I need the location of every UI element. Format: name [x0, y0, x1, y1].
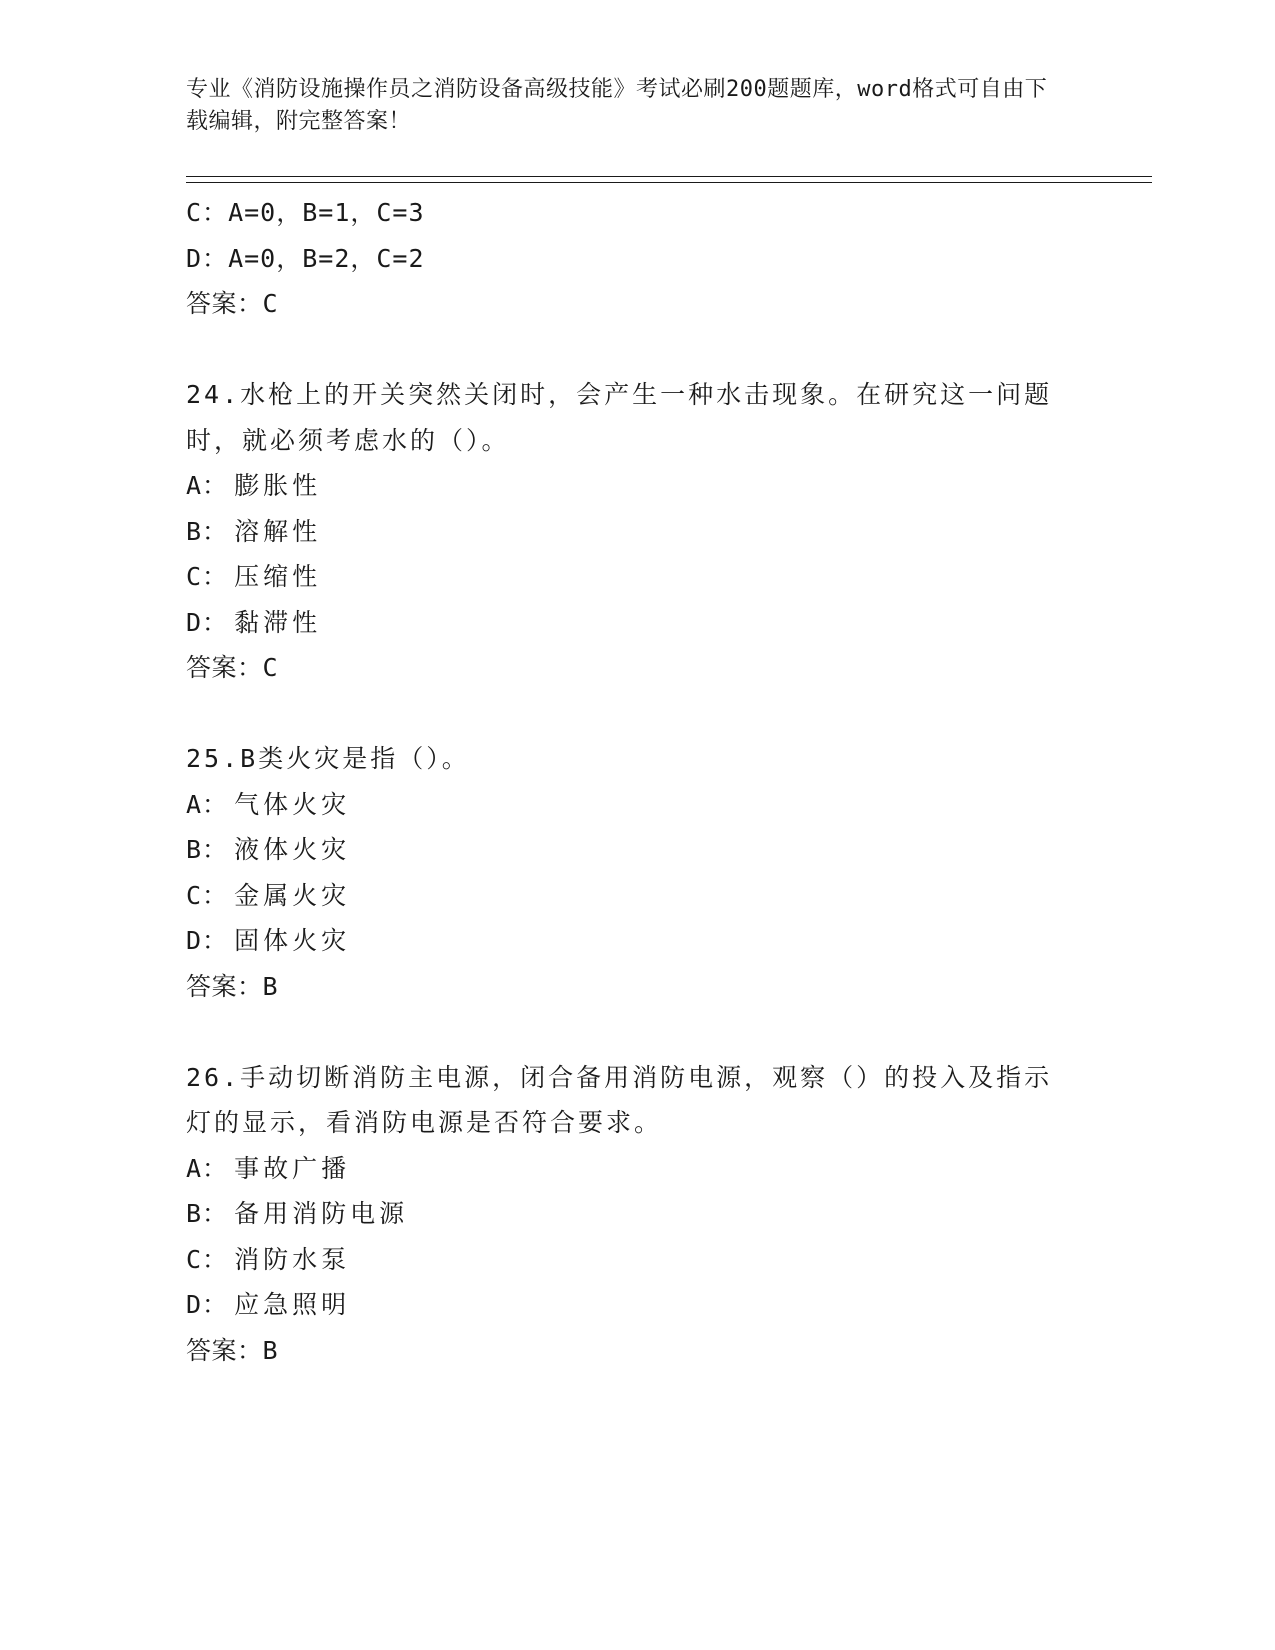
- question-title: 24.水枪上的开关突然关闭时，会产生一种水击现象。在研究这一问题时，就必须考虑水的（）。: [186, 380, 1053, 455]
- option-a: [186, 782, 1086, 828]
- option-d: [186, 1282, 1086, 1328]
- spacer: [186, 327, 1086, 373]
- question-list: [186, 190, 1086, 1373]
- option-text: A=0，B=1，C=3: [228, 198, 425, 227]
- option-b: [186, 509, 1086, 555]
- question-24: [186, 372, 1086, 691]
- option-key: C：: [186, 562, 229, 591]
- question-title: 25.B类火灾是指（）。: [186, 744, 470, 773]
- option-key: D：: [186, 243, 229, 273]
- option-c: [186, 1237, 1086, 1283]
- option-c: [186, 873, 1086, 919]
- option-key: B：: [186, 1199, 229, 1228]
- option-key: C：: [186, 880, 229, 910]
- option-key: A：: [186, 1153, 229, 1183]
- option-key: B：: [186, 516, 229, 546]
- option-c: [186, 554, 1086, 600]
- option-key: D：: [186, 926, 229, 955]
- option-text: 压缩性: [234, 562, 322, 591]
- option-key: B：: [186, 835, 229, 864]
- option-d: [186, 236, 1086, 282]
- option-text: 事故广播: [234, 1153, 351, 1183]
- option-text: 膨胀性: [234, 471, 322, 500]
- option-text: 溶解性: [234, 516, 322, 546]
- answer-line: 答案：B: [186, 971, 279, 1001]
- spacer: [186, 1009, 1086, 1055]
- option-text: 备用消防电源: [234, 1199, 409, 1228]
- option-key: D：: [186, 607, 229, 637]
- option-b: [186, 827, 1086, 873]
- question-title: 26.手动切断消防主电源，闭合备用消防电源，观察（）的投入及指示灯的显示，看消防电源是否符合要求。: [186, 1062, 1053, 1137]
- option-text: 金属火灾: [234, 880, 351, 910]
- option-key: C：: [186, 1244, 229, 1274]
- option-d: [186, 918, 1086, 964]
- option-key: A：: [186, 789, 229, 819]
- option-text: A=0，B=2，C=2: [228, 243, 425, 273]
- document-header: 专业《消防设施操作员之消防设备高级技能》考试必刷200题题库，word格式可自由下载编辑，附完整答案！: [186, 77, 1048, 134]
- option-a: [186, 463, 1086, 509]
- option-a: [186, 1146, 1086, 1192]
- option-text: 应急照明: [234, 1290, 351, 1319]
- question-25: [186, 736, 1086, 1009]
- answer-line: 答案：C: [186, 289, 279, 318]
- option-text: 气体火灾: [234, 789, 351, 819]
- option-key: A：: [186, 471, 229, 500]
- option-c: [186, 190, 1086, 236]
- question-fragment: [186, 190, 1086, 327]
- spacer: [186, 691, 1086, 737]
- option-text: 黏滞性: [234, 607, 322, 637]
- header-divider-bottom: [186, 182, 1152, 183]
- option-text: 消防水泵: [234, 1244, 351, 1274]
- option-text: 液体火灾: [234, 835, 351, 864]
- answer-line: 答案：B: [186, 1335, 279, 1365]
- answer-line: 答案：C: [186, 653, 279, 682]
- option-b: [186, 1191, 1086, 1237]
- option-key: D：: [186, 1290, 229, 1319]
- question-26: [186, 1055, 1086, 1374]
- option-d: [186, 600, 1086, 646]
- header-divider-top: [186, 176, 1152, 177]
- option-key: C：: [186, 198, 229, 227]
- option-text: 固体火灾: [234, 926, 351, 955]
